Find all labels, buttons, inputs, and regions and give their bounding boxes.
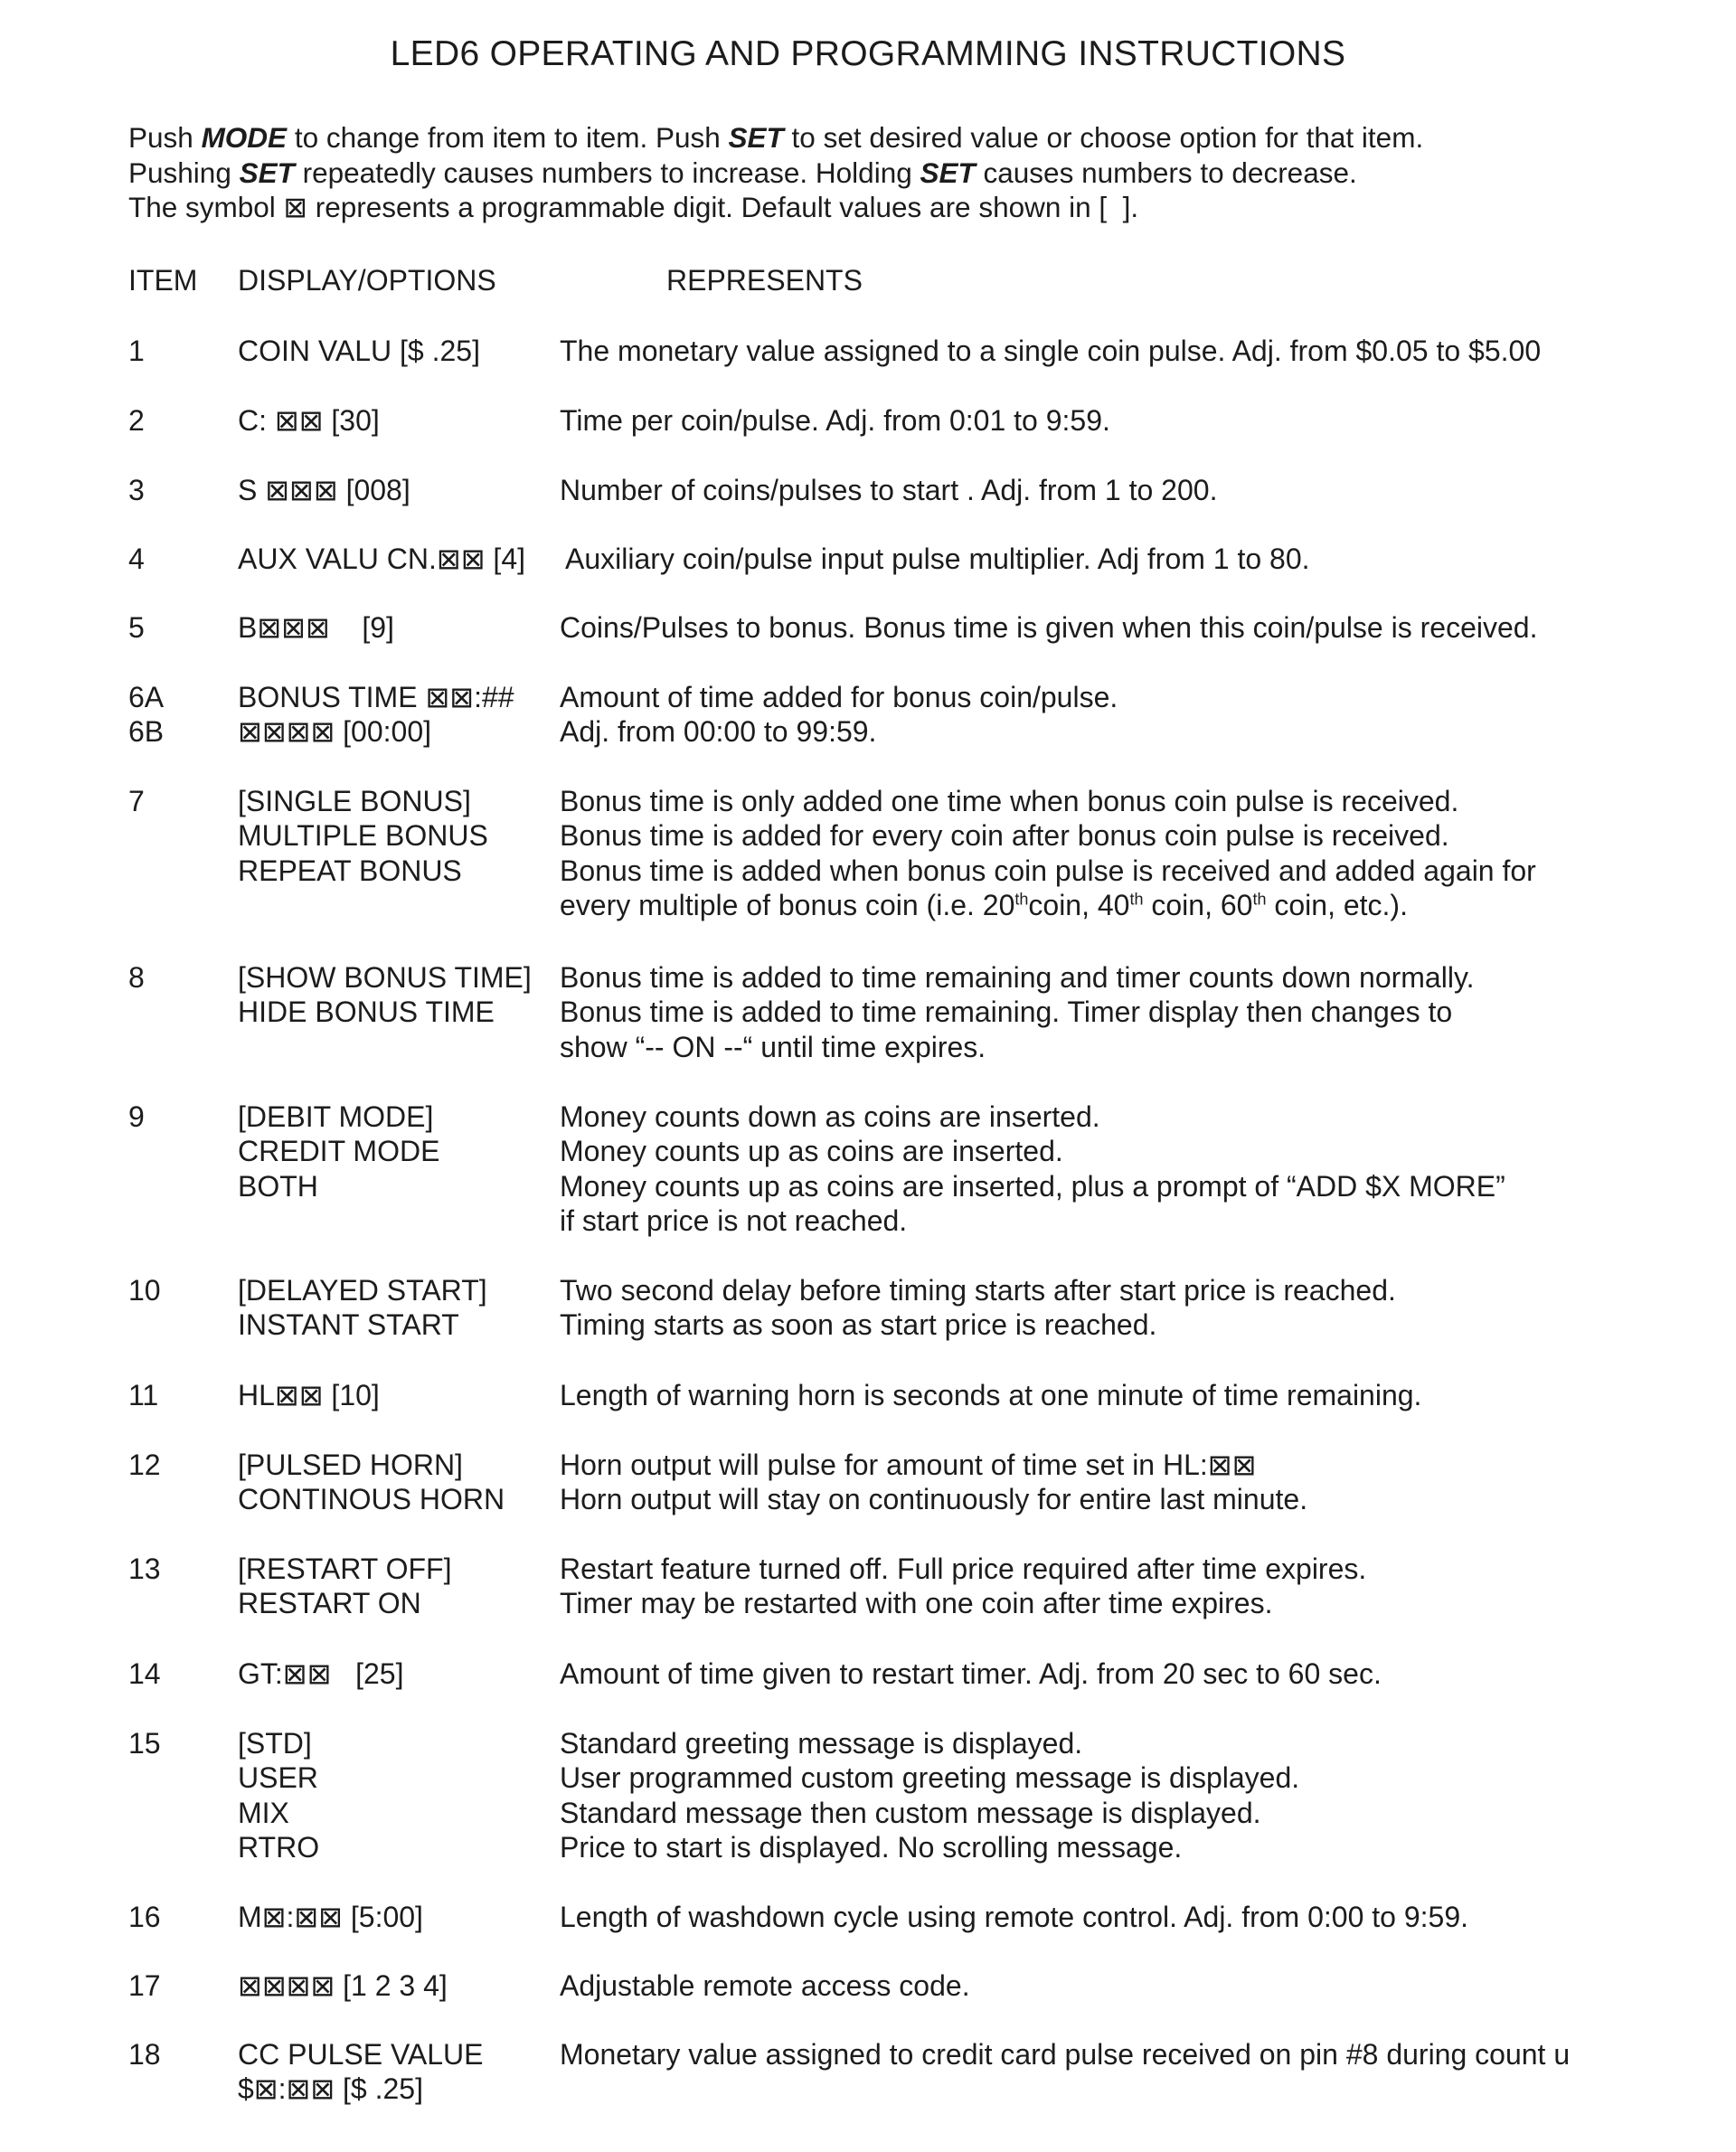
intro-line-1: Push MODE to change from item to item. Push SET to set desired value or choose option for that item. xyxy=(128,121,1424,154)
item-number: 9 xyxy=(128,1100,145,1133)
item-display: CC PULSE VALUE $⊠:⊠⊠ [$ .25] xyxy=(238,2038,484,2106)
header-represents: REPRESENTS xyxy=(666,264,863,297)
item-display: M⊠:⊠⊠ [5:00] xyxy=(238,1901,423,1933)
item-display: AUX VALU CN.⊠⊠ [4] xyxy=(238,543,525,575)
item-number: 12 xyxy=(128,1449,161,1481)
item-number: 15 xyxy=(128,1727,161,1760)
set-keyword: SET xyxy=(920,156,976,189)
item-display: B⊠⊠⊠ [9] xyxy=(238,611,394,644)
item-display: [SHOW BONUS TIME] HIDE BONUS TIME xyxy=(238,961,532,1029)
item-represents: Money counts down as coins are inserted. Money counts up as coins are inserted. Money counts up as coins are inserted, plus a prompt of “ADD $X MORE” if start price is not reached. xyxy=(560,1100,1505,1238)
item-display: [RESTART OFF] RESTART ON xyxy=(238,1553,452,1620)
item-number: 13 xyxy=(128,1553,161,1585)
item-number: 4 xyxy=(128,543,145,575)
item-represents: Bonus time is added to time remaining and timer counts down normally. Bonus time is added to time remaining. Timer display then changes to show “-- ON --“ until time expires. xyxy=(560,961,1475,1063)
header-display-options: DISPLAY/OPTIONS xyxy=(238,264,496,297)
item-number: 11 xyxy=(128,1379,159,1411)
item-display: [PULSED HORN] CONTINOUS HORN xyxy=(238,1449,505,1516)
item-display: S ⊠⊠⊠ [008] xyxy=(238,474,410,506)
item-represents: Auxiliary coin/pulse input pulse multiplier. Adj from 1 to 80. xyxy=(565,543,1310,575)
item-represents: Length of washdown cycle using remote control. Adj. from 0:00 to 9:59. xyxy=(560,1901,1469,1933)
item-represents: The monetary value assigned to a single coin pulse. Adj. from $0.05 to $5.00 xyxy=(560,335,1542,367)
item-display: COIN VALU [$ .25] xyxy=(238,335,480,367)
item-represents: Time per coin/pulse. Adj. from 0:01 to 9:59. xyxy=(560,404,1110,437)
intro-paragraph xyxy=(128,120,1665,225)
item-number: 6A 6B xyxy=(128,681,165,749)
item-number: 7 xyxy=(128,785,145,817)
mode-keyword: MODE xyxy=(201,121,288,154)
item-number: 16 xyxy=(128,1901,161,1933)
item-display: HL⊠⊠ [10] xyxy=(238,1379,380,1411)
item-number: 5 xyxy=(128,611,145,644)
item-number: 14 xyxy=(128,1657,161,1690)
item-display: C: ⊠⊠ [30] xyxy=(238,404,380,437)
item-represents: Horn output will pulse for amount of time set in HL:⊠⊠ Horn output will stay on continuously for entire last minute. xyxy=(560,1449,1308,1516)
item-represents: Two second delay before timing starts after start price is reached. Timing starts as soon as start price is reached. xyxy=(560,1274,1396,1342)
item-represents: Amount of time added for bonus coin/pulse. Adj. from 00:00 to 99:59. xyxy=(560,681,1118,749)
header-item: ITEM xyxy=(128,264,198,297)
item-represents: Coins/Pulses to bonus. Bonus time is given when this coin/pulse is received. xyxy=(560,611,1538,644)
item-number: 1 xyxy=(128,335,145,367)
intro-line-2: Pushing SET repeatedly causes numbers to increase. Holding SET causes numbers to decrease. xyxy=(128,156,1357,189)
item-display: [SINGLE BONUS] MULTIPLE BONUS REPEAT BONUS xyxy=(238,785,488,887)
page-title: LED6 OPERATING AND PROGRAMMING INSTRUCTIONS xyxy=(390,34,1346,73)
item-display: BONUS TIME ⊠⊠:## ⊠⊠⊠⊠ [00:00] xyxy=(238,681,514,749)
item-number: 17 xyxy=(128,1969,161,2002)
item-display: [DELAYED START] INSTANT START xyxy=(238,1274,487,1342)
item-number: 10 xyxy=(128,1274,161,1307)
item-represents: Restart feature turned off. Full price required after time expires. Timer may be restarted with one coin after time expires. xyxy=(560,1553,1367,1620)
intro-line-3: The symbol ⊠ represents a programmable digit. Default values are shown in [ ]. xyxy=(128,191,1139,223)
item-represents: Amount of time given to restart timer. Adj. from 20 sec to 60 sec. xyxy=(560,1657,1382,1690)
item-represents: Adjustable remote access code. xyxy=(560,1969,970,2002)
item-display: [STD] USER MIX RTRO xyxy=(238,1727,320,1864)
item-display: GT:⊠⊠ [25] xyxy=(238,1657,404,1690)
item-number: 18 xyxy=(128,2038,161,2071)
item-number: 2 xyxy=(128,404,145,437)
item-represents: Length of warning horn is seconds at one minute of time remaining. xyxy=(560,1379,1422,1411)
item-represents: Monetary value assigned to credit card pulse received on pin #8 during count u xyxy=(560,2038,1571,2071)
set-keyword: SET xyxy=(728,121,784,154)
item-represents: Bonus time is only added one time when bonus coin pulse is received. Bonus time is added for every coin after bonus coin pulse is received. Bonus time is added when bonus coin pulse is received and added again for every multiple of bonus coin (i.e. 20thcoin, 40th coin, 60th coin, etc.). xyxy=(560,785,1536,922)
item-represents: Standard greeting message is displayed. User programmed custom greeting message is displayed. Standard message then custom message is displayed. Price to start is displayed. No scrolling message. xyxy=(560,1727,1300,1864)
item-number: 3 xyxy=(128,474,145,506)
item-display: [DEBIT MODE] CREDIT MODE BOTH xyxy=(238,1100,440,1203)
item-represents: Number of coins/pulses to start . Adj. from 1 to 200. xyxy=(560,474,1218,506)
item-display: ⊠⊠⊠⊠ [1 2 3 4] xyxy=(238,1969,448,2002)
set-keyword: SET xyxy=(239,156,295,189)
item-number: 8 xyxy=(128,961,145,994)
